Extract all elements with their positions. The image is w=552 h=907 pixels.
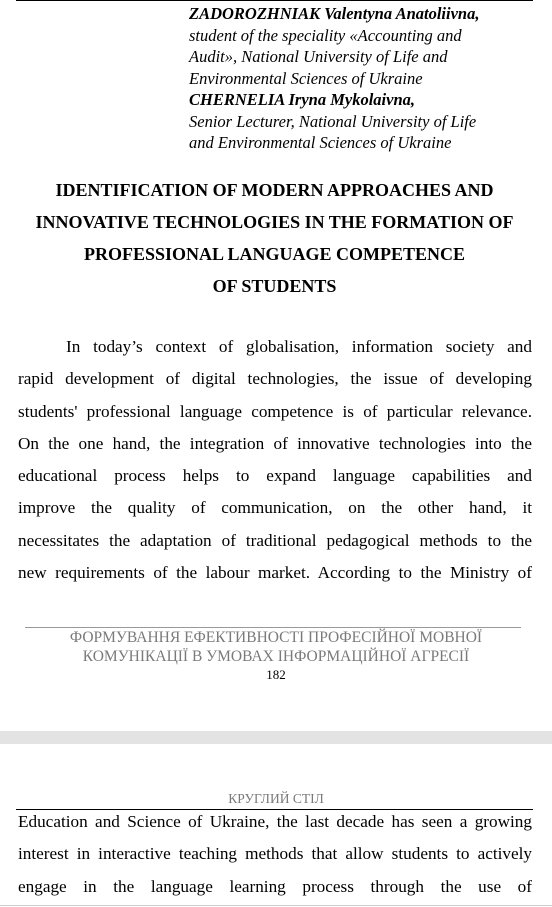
body-line: students' professional language competence is of particular relevance. [18,401,532,421]
article-title [16,174,533,302]
author-name: ZADOROZHNIAK Valentyna Anatoliivna, [189,4,480,23]
running-header: КРУГЛИЙ СТІЛ [228,791,324,806]
body-line: new requirements of the labour market. According to the Ministry of [18,563,532,583]
body-text-page-1 [18,331,532,589]
authors-block [189,3,533,154]
body-line: On the one hand, the integration of innovative technologies into the [18,433,532,453]
body-line: engage in the language learning process through the use of [18,876,532,896]
page-gap [0,731,552,744]
running-footer [0,628,552,666]
body-line: improve the quality of communication, on the other hand, it [18,498,532,518]
body-line: educational process helps to expand language capabilities and [18,466,532,486]
author-affiliation-line: and Environmental Sciences of Ukraine [189,133,452,152]
title-line: PROFESSIONAL LANGUAGE COMPETENCE [83,244,466,264]
body-line: necessitates the adaptation of traditional pedagogical methods to the [18,530,532,550]
author-affiliation-line: Audit», National University of Life and [189,47,448,66]
body-line: rapid development of digital technologies, the issue of developing [18,369,532,389]
body-line: Education and Science of Ukraine, the last decade has seen a growing [18,812,532,831]
footer-line: ФОРМУВАННЯ ЕФЕКТИВНОСТІ ПРОФЕСІЙНОЇ МОВНОЇ [69,629,483,646]
body-line: interest in interactive teaching methods that allow students to actively [18,844,532,864]
page-number: 182 [266,667,286,682]
body-text-page-2 [18,806,532,903]
author-name: CHERNELIA Iryna Mykolaivna, [189,90,415,109]
title-line: IDENTIFICATION OF MODERN APPROACHES AND [55,180,494,200]
top-rule [16,0,533,1]
footer-line: КОМУНІКАЦІЇ В УМОВАХ ІНФОРМАЦІЙНОЇ АГРЕСІЇ [82,648,470,665]
author-affiliation-line: student of the speciality «Accounting and [189,25,462,45]
author-affiliation-line: Senior Lecturer, National University of Life [189,111,477,131]
author-affiliation-line: Environmental Sciences of Ukraine [189,68,423,88]
title-line: OF STUDENTS [212,276,337,296]
title-line: INNOVATIVE TECHNOLOGIES IN THE FORMATION OF [35,212,514,232]
body-line: In today’s context of globalisation, information society and [66,337,532,356]
bottom-edge [0,905,552,906]
